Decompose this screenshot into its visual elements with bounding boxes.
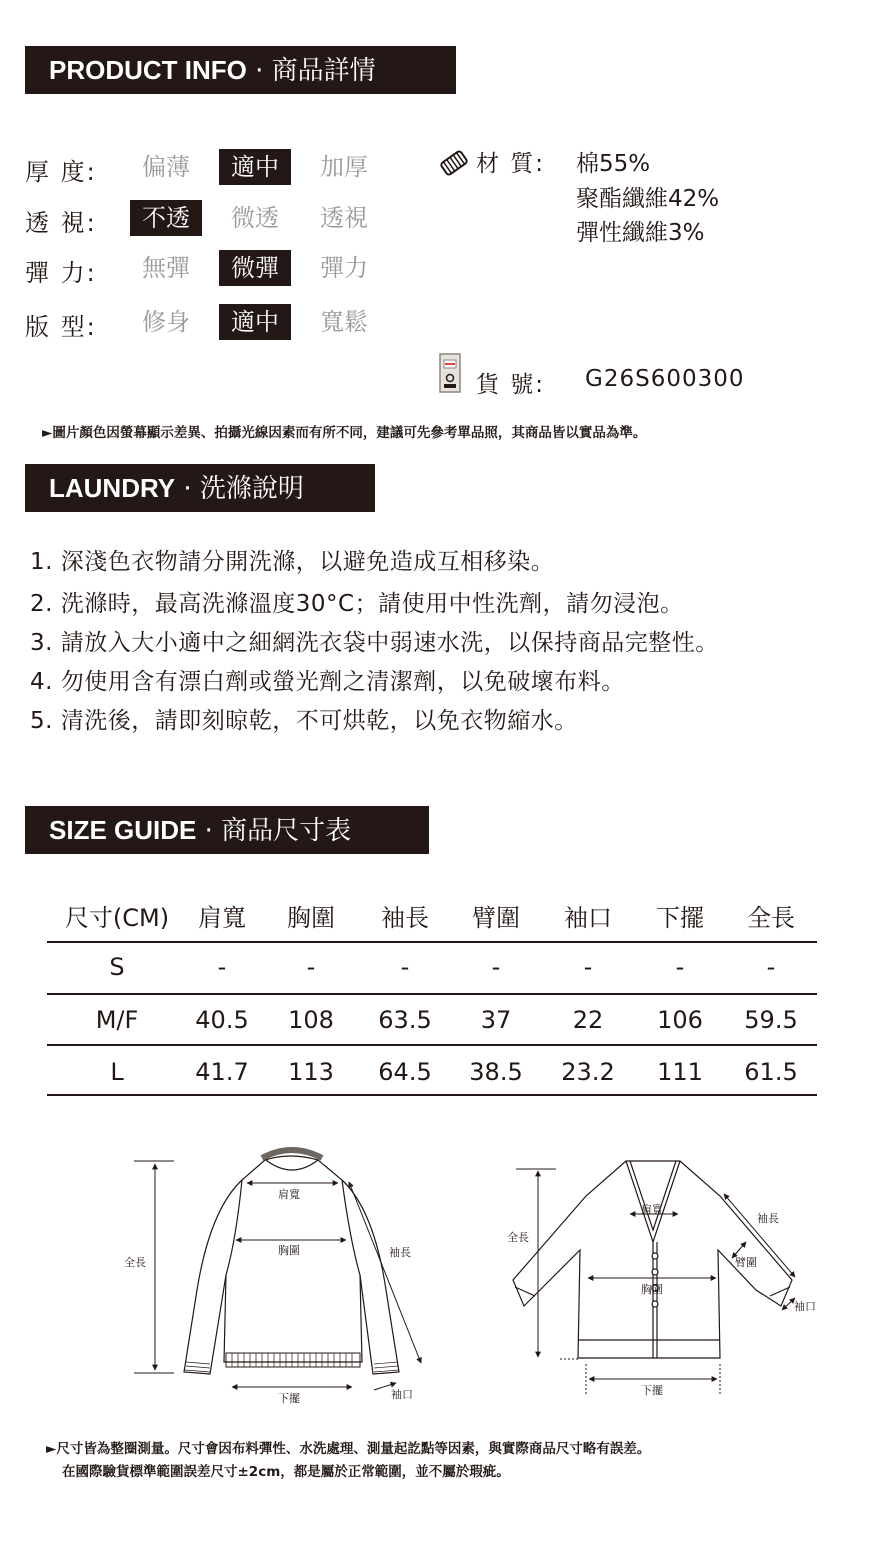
size-cell: 59.5: [744, 1006, 798, 1034]
size-row-label: M/F: [95, 1006, 139, 1034]
attribute-option: 偏薄: [142, 153, 190, 181]
table-divider: [47, 1094, 817, 1096]
size-column-header: 全長: [747, 904, 795, 932]
table-divider: [47, 993, 817, 995]
size-cell: 38.5: [469, 1058, 523, 1086]
table-divider: [47, 941, 817, 943]
label-cuff: 袖口: [794, 1300, 816, 1313]
laundry-header-en: LAUNDRY: [49, 473, 176, 503]
attribute-option-selected: 適中: [219, 304, 291, 340]
attribute-option: 微透: [231, 204, 279, 232]
size-cell: -: [675, 953, 685, 981]
garment-diagrams: [0, 1140, 875, 1415]
size-cell: -: [583, 953, 593, 981]
label-cuff: 袖口: [391, 1388, 413, 1401]
attribute-option: 加厚: [320, 153, 368, 181]
laundry-item: 4. 勿使用含有漂白劑或螢光劑之清潔劑，以免破壞布料。: [30, 669, 625, 695]
size-column-header: 袖長: [381, 904, 429, 932]
material-label: 材 質:: [476, 151, 546, 177]
label-sleeve-length: 袖長: [757, 1212, 779, 1225]
tag-icon: [438, 352, 462, 394]
size-cell: 108: [288, 1006, 334, 1034]
size-disclaimer-line2: 在國際驗貨標準範圍誤差尺寸±2cm，都是屬於正常範圍，並不屬於瑕疵。: [62, 1464, 510, 1480]
sku-value: G26S600300: [585, 366, 745, 392]
size-cell: 23.2: [561, 1058, 615, 1086]
size-cell: 106: [657, 1006, 703, 1034]
attribute-option-selected: 不透: [130, 200, 202, 236]
attribute-option: 透視: [320, 204, 368, 232]
thread-spool-icon: [436, 148, 472, 178]
label-chest: 胸圍: [278, 1244, 300, 1257]
size-row-label: L: [110, 1058, 124, 1086]
size-cell: 37: [480, 1006, 512, 1034]
attribute-option-selected: 適中: [219, 149, 291, 185]
size-column-header: 肩寬: [198, 904, 246, 932]
size-cell: -: [400, 953, 410, 981]
label-hem: 下擺: [641, 1384, 663, 1397]
size-cell: 111: [657, 1058, 703, 1086]
laundry-item: 2. 洗滌時，最高洗滌溫度30°C；請使用中性洗劑，請勿浸泡。: [30, 591, 684, 617]
laundry-header-zh: · 洗滌說明: [183, 474, 304, 504]
label-total-length: 全長: [507, 1231, 529, 1244]
size-cell: -: [306, 953, 316, 981]
size-cell: 63.5: [378, 1006, 432, 1034]
label-shoulder: 肩寬: [278, 1188, 300, 1201]
material-item: 聚酯纖維42%: [576, 186, 720, 212]
sweater-diagram: [184, 1150, 399, 1374]
laundry-item: 1. 深淺色衣物請分開洗滌，以避免造成互相移染。: [30, 549, 555, 575]
size-cell: 22: [572, 1006, 604, 1034]
size-disclaimer-line1: ►尺寸皆為整圈測量。尺寸會因布料彈性、水洗處理、測量起訖點等因素，與實際商品尺寸略有誤差。: [46, 1441, 651, 1457]
sku-label: 貨 號:: [476, 372, 546, 398]
product-info-header-zh: · 商品詳情: [255, 56, 376, 86]
attribute-label: 版 型:: [25, 313, 97, 341]
attribute-label: 透 視:: [25, 209, 97, 237]
size-cell: 113: [288, 1058, 334, 1086]
material-item: 彈性纖維3%: [576, 220, 705, 246]
product-info-header: [25, 46, 456, 94]
product-info-header-en: PRODUCT INFO: [49, 55, 247, 85]
size-column-header: 尺寸(CM): [64, 904, 170, 932]
size-cell: 64.5: [378, 1058, 432, 1086]
material-item: 棉55%: [576, 151, 651, 177]
label-hem: 下擺: [278, 1392, 300, 1405]
size-cell: 41.7: [195, 1058, 249, 1086]
size-column-header: 胸圍: [287, 904, 335, 932]
laundry-item: 3. 請放入大小適中之細網洗衣袋中弱速水洗，以保持商品完整性。: [30, 630, 719, 656]
laundry-header: [25, 464, 375, 512]
laundry-item: 5. 清洗後，請即刻晾乾，不可烘乾，以免衣物縮水。: [30, 708, 578, 734]
size-row-label: S: [109, 953, 125, 981]
size-guide-header-en: SIZE GUIDE: [49, 815, 197, 845]
size-cell: 61.5: [744, 1058, 798, 1086]
label-arm: 臂圍: [735, 1256, 757, 1269]
size-column-header: 袖口: [564, 904, 612, 932]
size-guide-header-zh: · 商品尺寸表: [204, 816, 352, 846]
attribute-option: 修身: [142, 308, 190, 336]
size-cell: 40.5: [195, 1006, 249, 1034]
table-divider: [47, 1044, 817, 1046]
color-disclaimer: ►圖片顏色因螢幕顯示差異、拍攝光線因素而有所不同，建議可先參考單品照，其商品皆以實品為準。: [42, 425, 647, 441]
size-cell: -: [217, 953, 227, 981]
label-sleeve-length: 袖長: [389, 1246, 411, 1259]
attribute-label: 厚 度:: [25, 158, 97, 186]
size-column-header: 臂圍: [472, 904, 520, 932]
attribute-option: 寬鬆: [320, 308, 368, 336]
attribute-option: 彈力: [320, 254, 368, 282]
attribute-option: 無彈: [142, 254, 190, 282]
label-chest: 胸圍: [641, 1283, 663, 1296]
attribute-option-selected: 微彈: [219, 250, 291, 286]
label-total-length: 全長: [124, 1256, 146, 1269]
attribute-label: 彈 力:: [25, 259, 97, 287]
size-column-header: 下擺: [656, 904, 704, 932]
size-cell: -: [766, 953, 776, 981]
size-cell: -: [491, 953, 501, 981]
label-shoulder: 肩寬: [641, 1203, 663, 1216]
size-guide-header: [25, 806, 429, 854]
